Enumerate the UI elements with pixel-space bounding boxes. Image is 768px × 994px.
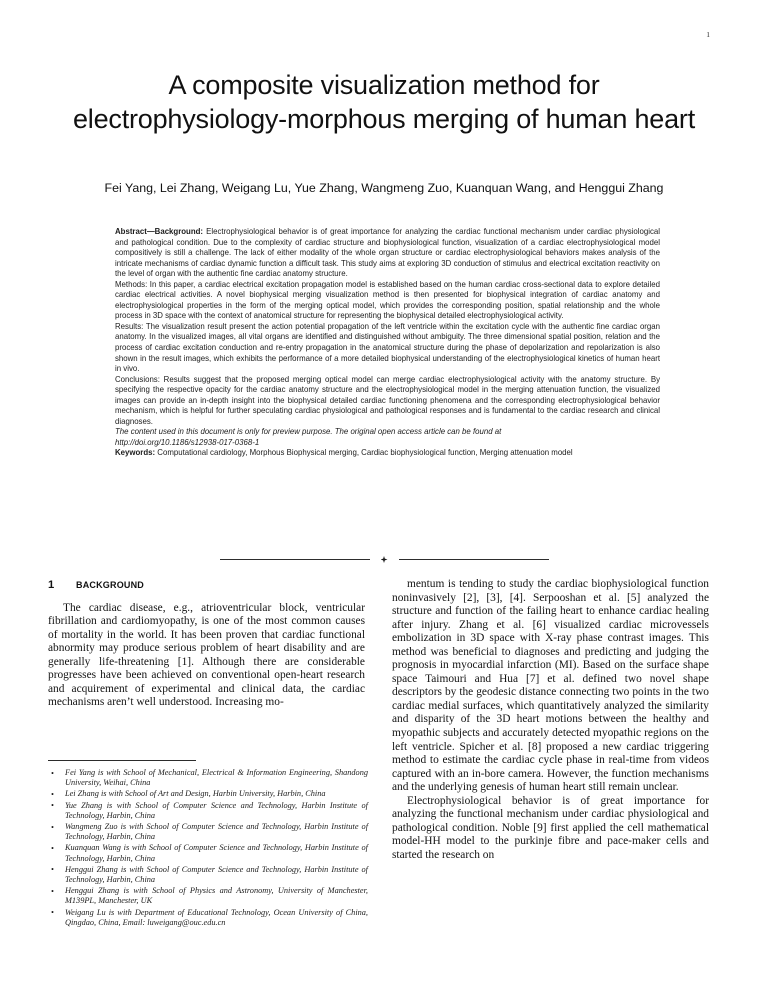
list-item: • Henggui Zhang is with School of Computer Science and Technology, Harbin Institute of Technology, Harbin, China [48, 865, 368, 885]
author-affiliation-footnotes [48, 768, 368, 929]
list-item: • Wangmeng Zuo is with School of Computer Science and Technology, Harbin Institute of Technology, Harbin, China [48, 822, 368, 842]
list-item: • Kuanquan Wang is with School of Computer Science and Technology, Harbin Institute of Technology, Harbin, China [48, 843, 368, 863]
keywords-value: Computational cardiology, Morphous Biophysical merging, Cardiac biophysiological function, Merging attenuation model [155, 448, 573, 458]
abstract-background-text: Electrophysiological behavior is of great importance for analyzing the cardiac functional mechanism under cardiac physiological and pathological condition. Due to the complexity of cardiac structure and biophysiological function, visualization of a cardiac electrophysiological model compositively is still a challenge. The lack of either modality of the whole organ structure or cardiac electrophysiological behaviors makes analysis of the intricate mechanisms of cardiac dynamic function a difficult task. This study aims at exploring 3D conduction of stimulus and electrical excitation reactivity on the level of organ with the authentic fine cardiac anatomy structure. [115, 227, 660, 279]
title-block [60, 68, 708, 136]
paragraph: The cardiac disease, e.g., atrioventricular block, ventricular fibrillation and cardiomyopathy, is one of the most common causes of mortality in the world. It has been proven that cardiac functional abnormity may produce serious problem of heart disability and are generally life-threatening [1]. Although there are considerable progresses have been achieved on conventional open-heart research and acquirement of experimental and clinical data, the cardiac mechanisms aren’t well understood. Increasing mo- [48, 601, 365, 709]
abstract-background-label: —Background: [146, 227, 204, 236]
keywords-label: Keywords: [115, 448, 156, 458]
abstract-results-paragraph: Results: The visualization result present the action potential propagation of the left ventricle within the excitation cycle with the authentic fine cardiac organ anatomy. In the visualized images, all vital organs are identified and distinguished without ambiguity. The three dimensional spatial position, relation and the process of cardiac excitation conduction and re-entry propagation in the anatomical structure during the phase of depolarization and repolarization is also shown in the result images, which exhibits the performance of a more detailed biophysical understanding of the electrophysiological kinetics of human heart in vivo. [115, 321, 660, 374]
diamond-icon [381, 556, 388, 563]
section-number: 1 [48, 579, 55, 591]
abstract-background-paragraph [115, 227, 660, 280]
abstract-block [115, 227, 660, 459]
list-item: • Yue Zhang is with School of Computer Science and Technology, Harbin Institute of Technology, Harbin, China [48, 801, 368, 821]
body-column-left [48, 578, 365, 710]
section-title: background [76, 577, 145, 591]
keywords-paragraph [115, 448, 660, 459]
paragraph: mentum is tending to study the cardiac biophysiological function noninvasively [2], [3], [4]. Serpooshan et al. [5] analyzed the structure and function of the failing heart to enhance cardiac healing after injury. Zhang et al. [6] visualized cardiac microvessels embolization in 3D space with X-ray phase contrast images. This method was beneficial to diagnoses and predicting and judging the prognosis in myocardial infarction (MI). Based on the surface shape space Taimouri and Hua [7] et al. defined two novel shape descriptors by the geodesic distance connecting two points in the two cardiac medial surfaces, which quantitatively analyzed the similarity and disparity of the 3D heart motions between the healthy and myopathic subjects and accurately detected myopathic regions on the left ventricle. Spicher et al. [8] proposed a new cardiac triggering method to estimate the cardiac cycle phase in real-time from videos captured with an in-bore camera. However, the function mechanisms and the underlying genesis of human heart still remain unclear. [392, 578, 709, 794]
abstract-conclusions-paragraph: Conclusions: Results suggest that the proposed merging optical model can merge cardiac electrophysiological activity with the anatomy structure. By specifying the respective opacity for the cardiac anatomy structure and the electrophysiological model in the merging attenuation function, the visualized images can provide an in-depth insight into the biophysical detailed cardiac functioning phenomena and the corresponding electrophysiological behavior mechanism, which is helpful for further speculating cardiac physiological and pathological responses and is fundamental to the cardiac research and clinical diagnoses. [115, 374, 660, 426]
author-list: Fei Yang, Lei Zhang, Weigang Lu, Yue Zhang, Wangmeng Zuo, Kuanquan Wang, and Henggui Zhang [104, 181, 664, 195]
paragraph: Electrophysiological behavior is of great importance for analyzing the functional mechanism under cardiac physiological and pathological condition. Noble [9] first applied the cell mathematical model-HH model to the purkinje fibre and pace-maker cells and started the research on [392, 794, 709, 861]
footnote-separator-rule [48, 760, 196, 761]
list-item: • Fei Yang is with School of Mechanical, Electrical & Information Engineering, Shandong University, Weihai, China [48, 768, 368, 788]
divider-rule-right [399, 559, 549, 560]
section-heading [48, 578, 365, 593]
abstract-methods-paragraph: Methods: In this paper, a cardiac electrical excitation propagation model is established based on the human cardiac cross-sectional data to explore detailed cardiac electrical activities. A novel biophysical merging visualization method is then presented for biophysical integration of cardiac anatomy and electrophysiological properties in the form of the merging optical model, which provides the corresponding position, spatial relationship and the whole process in 3D space with the context of anatomical structure for representing the biophysical detailed electrophysiological activity. [115, 279, 660, 321]
abstract-label: Abstract [115, 227, 147, 236]
preview-notice-doi-link[interactable]: http://doi.org/10.1186/s12938-017-0368-1 [115, 437, 260, 447]
preview-notice-line-1: The content used in this document is only for preview purpose. The original open access article can be found at [115, 427, 502, 437]
body-column-right [392, 578, 709, 862]
section-divider-ornament [0, 556, 768, 563]
page-number: 1 [706, 30, 710, 39]
divider-rule-left [220, 559, 370, 560]
page-title: A composite visualization method for electrophysiology-morphous merging of human heart [72, 70, 696, 134]
list-item: • Henggui Zhang is with School of Physics and Astronomy, University of Manchester, M139PL, Manchester, UK [48, 886, 368, 906]
list-item: • Weigang Lu is with Department of Educational Technology, Ocean University of China, Qingdao, China, Email: luweigang@ouc.edu.cn [48, 908, 368, 928]
list-item: • Lei Zhang is with School of Art and Design, Harbin University, Harbin, China [48, 789, 368, 799]
